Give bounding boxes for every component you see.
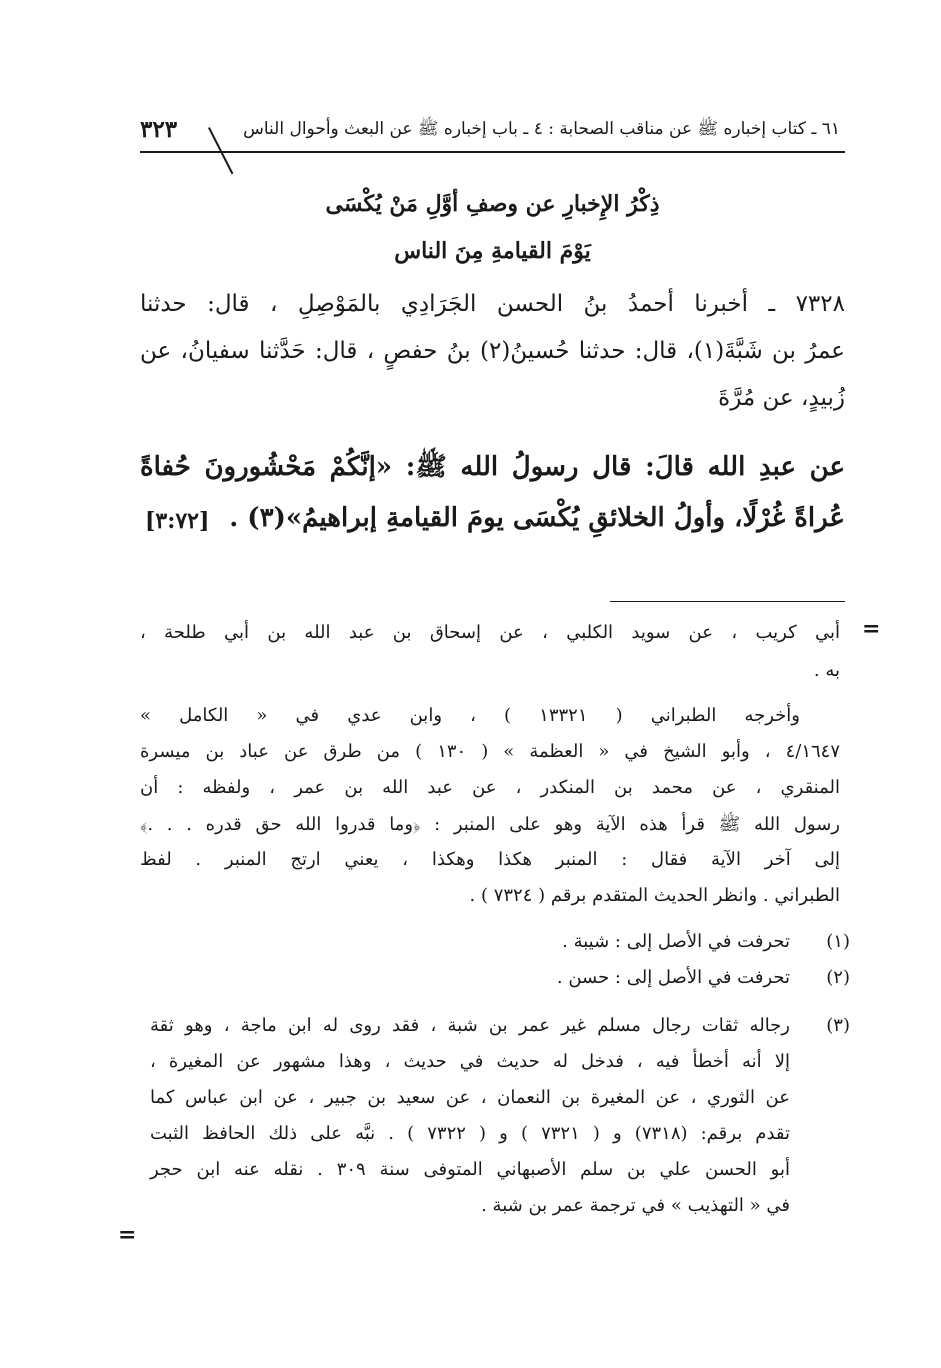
footnote-cont2-line-3: المنقري ، عن محمد بن المنكدر ، عن عبد الله بن عمر ، ولفظه : أن xyxy=(140,777,840,798)
footnote-cont2-line-6: الطبراني . وانظر الحديث المتقدم برقم ( ٧٣٢٤ ) . xyxy=(469,885,840,906)
footnote-2-text: تحرفت في الأصل إلى : حسن . xyxy=(556,967,790,988)
footnote-1-number: (١) xyxy=(826,931,850,952)
footnote-cont2-line-5: إلى آخر الآية فقال : المنبر هكذا وهكذا ، يعني ارتج المنبر . لفظ xyxy=(140,849,840,870)
section-title-line-1: ذِكْرُ الإِخبارِ عن وصفِ أوَّلِ مَنْ يُكْسَى xyxy=(325,191,660,217)
continuation-mark-bottom: = xyxy=(118,1222,137,1248)
isnad-line-3: زُبيدٍ، عن مُرَّةَ xyxy=(718,385,845,411)
footnote-3-line-4: تقدم برقم: (٧٣١٨) و ( ٧٣٢١ ) و ( ٧٣٢٢ ) . نبَّه على ذلك الحافظ الثبت xyxy=(150,1123,791,1144)
header-rule xyxy=(140,151,845,153)
footnote-3-line-5: أبو الحسن علي بن سلم الأصبهاني المتوفى سنة ٣٠٩ . نقله عنه ابن حجر xyxy=(150,1159,790,1180)
footnote-cont2-line-1: وأخرجه الطبراني ( ١٣٣٢١ ) ، وابن عدي في « الكامل » xyxy=(140,705,800,726)
footnote-cont2-line-2: ٤/١٦٤٧ ، وأبو الشيخ في « العظمة » ( ١٣٠ ) من طرق عن عباد بن ميسرة xyxy=(140,741,841,762)
isnad-line-2: عمرُ بن شَبَّةَ(١)، قال: حدثنا حُسينُ(٢) بنُ حفصٍ ، قال: حَدَّثنا سفيانُ، عن xyxy=(140,338,845,364)
page-number: ٣٢٣ xyxy=(140,116,178,143)
footnote-cont2-line-4: رسول الله ﷺ قرأ هذه الآية وهو على المنبر : ﴿وما قدروا الله حق قدره . . .﴾ xyxy=(140,814,840,835)
running-header-title: ٦١ ـ كتاب إخباره ﷺ عن مناقب الصحابة : ٤ ـ باب إخباره ﷺ عن البعث وأحوال الناس xyxy=(243,119,840,139)
footnote-separator xyxy=(610,601,845,602)
continuation-mark-top: = xyxy=(862,616,881,642)
matn-line-2: عُراةً غُرْلًا، وأولُ الخلائقِ يُكْسَى يومَ القيامةِ إبراهيمُ»(٣) . xyxy=(229,503,845,533)
footnote-2-number: (٢) xyxy=(826,967,850,988)
footnote-3-number: (٣) xyxy=(826,1015,850,1036)
footnote-1-text: تحرفت في الأصل إلى : شيبة . xyxy=(562,931,790,952)
footnote-3-line-2: إلا أنه أخطأ فيه ، فدخل له حديث في حديث ، وهذا مشهور عن المغيرة ، xyxy=(150,1051,790,1072)
footnote-3-line-6: في « التهذيب » في ترجمة عمر بن شبة . xyxy=(481,1195,790,1216)
footnote-cont-line-1: أبي كريب ، عن سويد الكلبي ، عن إسحاق بن عبد الله بن أبي طلحة ، xyxy=(140,622,840,643)
section-title-line-2: يَوْمَ القيامةِ مِنَ الناس xyxy=(394,238,591,264)
footnote-3-line-1: رجاله ثقات رجال مسلم غير عمر بن شبة ، فقد روى له ابن ماجة ، وهو ثقة xyxy=(150,1015,790,1036)
isnad-line-1: ٧٣٢٨ ـ أخبرنا أحمدُ بنُ الحسن الجَرَادِي بالمَوْصِلِ ، قال: حدثنا xyxy=(140,291,845,317)
footnote-cont-line-2: به . xyxy=(813,660,840,681)
footnote-3-line-3: عن الثوري ، عن المغيرة بن النعمان ، عن سعيد بن جبير ، عن ابن عباس كما xyxy=(150,1087,790,1108)
hadith-reference: [٣:٧٢] xyxy=(145,508,210,534)
matn-line-1: عن عبدِ الله قالَ: قال رسولُ الله ﷺ: «إنَّكُمْ مَحْشُورونَ حُفاةً xyxy=(140,452,845,482)
